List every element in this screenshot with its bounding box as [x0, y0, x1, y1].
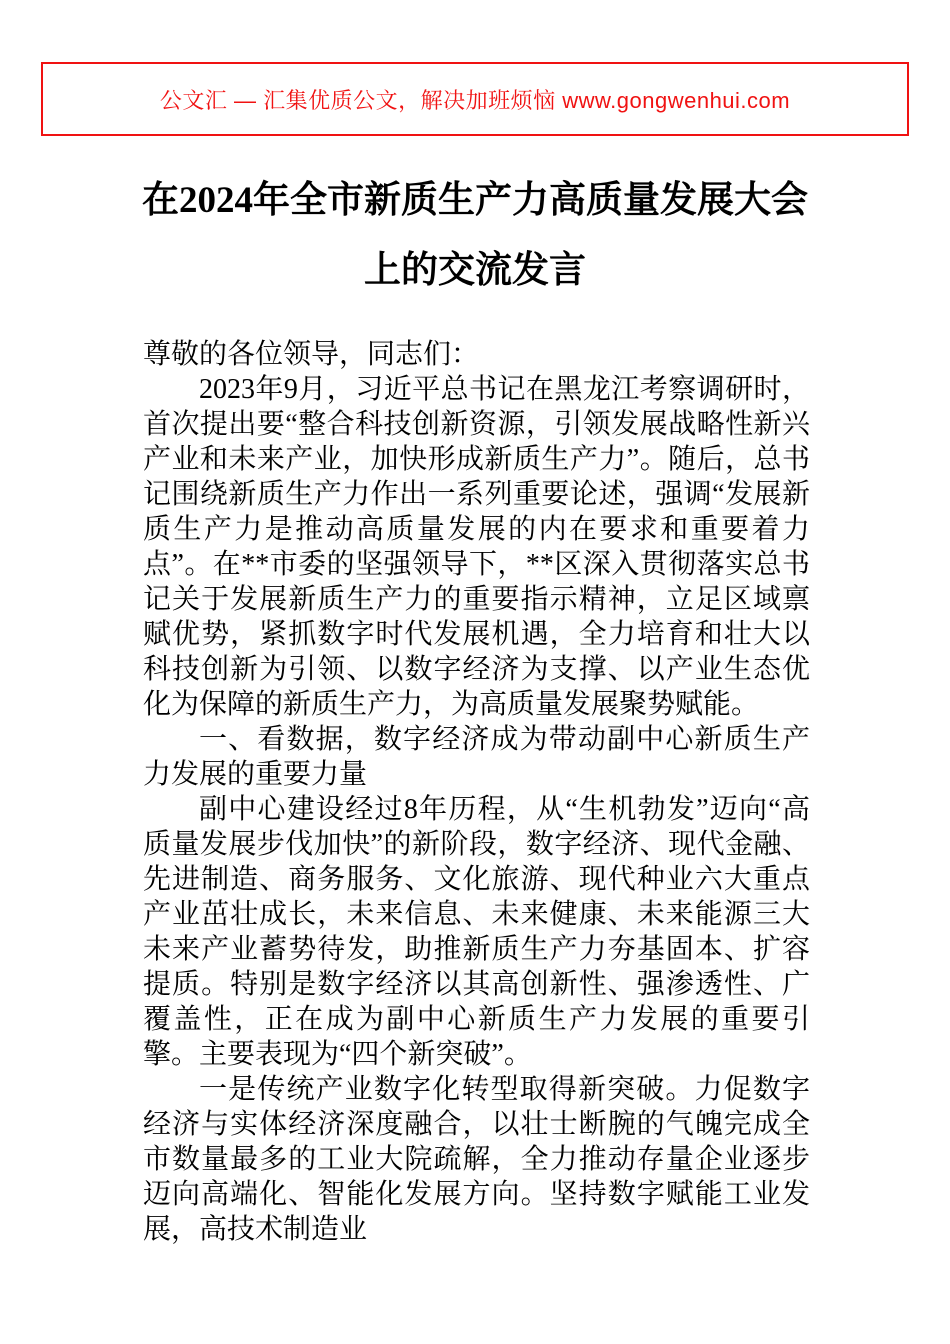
watermark-text: 公文汇 — 汇集优质公文，解决加班烦恼 www.gongwenhui.com: [159, 87, 791, 113]
paragraph: 一是传统产业数字化转型取得新突破。力促数字经济与实体经济深度融合，以壮士断腕的气魄完成全市数量最多的工业大院疏解，全力推动存量企业逐步迈向高端化、智能化发展方向。坚持数字赋能工业发展，高技术制造业: [143, 1074, 810, 1245]
document-body: [143, 337, 810, 1247]
title-line: 上的交流发言: [364, 250, 586, 291]
section-heading: 一、看数据，数字经济成为带动副中心新质生产力发展的重要力量: [143, 724, 810, 790]
paragraph: 副中心建设经过8年历程，从“生机勃发”迈向“高质量发展步伐加快”的新阶段，数字经济、现代金融、先进制造、商务服务、文化旅游、现代种业六大重点产业茁壮成长，未来信息、未来健康、未来能源三大未来产业蓄势待发，助推新质生产力夯基固本、扩容提质。特别是数字经济以其高创新性、强渗透性、广覆盖性，正在成为副中心新质生产力发展的重要引擎。主要表现为“四个新突破”。: [143, 794, 810, 1070]
salutation: 尊敬的各位领导，同志们：: [143, 339, 480, 370]
title-line: 在2024年全市新质生产力高质量发展大会: [142, 180, 808, 221]
document-title: [0, 166, 950, 306]
watermark-banner: [41, 62, 909, 136]
paragraph: 2023年9月，习近平总书记在黑龙江考察调研时，首次提出要“整合科技创新资源，引领发展战略性新兴产业和未来产业，加快形成新质生产力”。随后，总书记围绕新质生产力作出一系列重要论述，强调“发展新质生产力是推动高质量发展的内在要求和重要着力点”。在**市委的坚强领导下，**区深入贯彻落实总书记关于发展新质生产力的重要指示精神，立足区域禀赋优势，紧抓数字时代发展机遇，全力培育和壮大以科技创新为引领、以数字经济为支撑、以产业生态优化为保障的新质生产力，为高质量发展聚势赋能。: [143, 374, 810, 720]
